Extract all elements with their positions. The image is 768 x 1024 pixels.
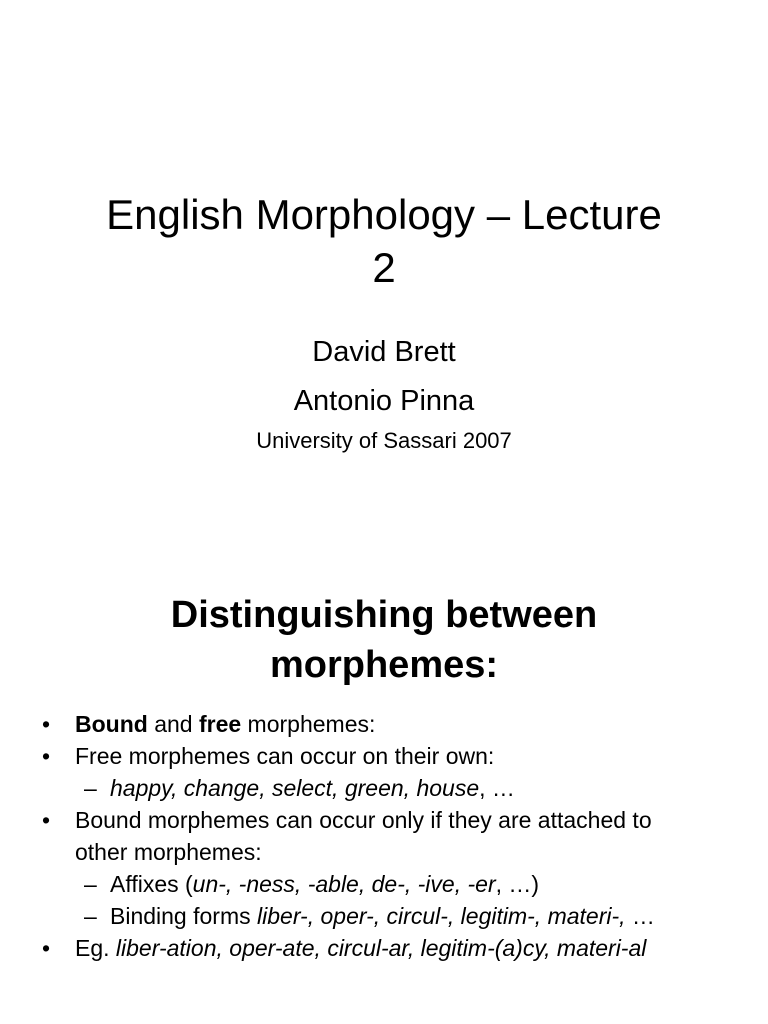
bullet-text: Free morphemes can occur on their own:	[75, 743, 495, 769]
title-line-1: English Morphology – Lecture	[106, 191, 662, 238]
bullet-text-line-1: Bound morphemes can occur only if they are attached to	[75, 807, 652, 833]
bullet-item	[0, 804, 768, 868]
sub-bullet-dash: –	[84, 775, 97, 801]
bullet-dot: •	[42, 807, 51, 833]
free-term: free	[198, 711, 242, 737]
bullet-list	[0, 708, 768, 964]
bullet-text: morphemes:	[241, 711, 376, 737]
closing-text: , …)	[495, 871, 540, 897]
sub-bullet-item	[0, 868, 768, 900]
author-name-1: David Brett	[312, 336, 456, 368]
affiliation: University of Sassari 2007	[256, 428, 512, 453]
sub-bullet-item	[0, 772, 768, 804]
title-line-2: 2	[372, 244, 396, 291]
examples-words: liber-ation, oper-ate, circul-ar, legitim-(a)cy, materi-al	[115, 935, 647, 961]
eg-label: Eg.	[75, 935, 116, 961]
ellipsis-text: …	[625, 903, 655, 929]
bullet-dot: •	[42, 711, 51, 737]
bullet-item	[0, 932, 768, 964]
title2-line-2: morphemes:	[269, 644, 499, 686]
bullet-dot: •	[42, 743, 51, 769]
bullet-item	[0, 740, 768, 772]
bullet-dot: •	[42, 935, 51, 961]
sub-bullet-dash: –	[84, 871, 97, 897]
bound-term: Bound	[75, 711, 148, 737]
sub-bullet-item	[0, 900, 768, 932]
sub-bullet-dash: –	[84, 903, 97, 929]
examples-free: happy, change, select, green, house	[110, 775, 480, 801]
conjunction-text: and	[147, 711, 199, 737]
title2-line-1: Distinguishing between	[170, 594, 598, 636]
slide-1-title	[0, 188, 768, 294]
affixes-label: Affixes (	[110, 871, 193, 897]
examples-binding-forms: liber-, oper-, circul-, legitim-, materi-,	[257, 903, 626, 929]
binding-forms-label: Binding forms	[110, 903, 258, 929]
ellipsis-text: , …	[479, 775, 515, 801]
author-name-2: Antonio Pinna	[293, 385, 475, 417]
examples-affixes: un-, -ness, -able, de-, -ive, -er	[192, 871, 496, 897]
bullet-text-line-2: other morphemes:	[75, 839, 262, 865]
slide-2-title	[0, 590, 768, 690]
bullet-item	[0, 708, 768, 740]
